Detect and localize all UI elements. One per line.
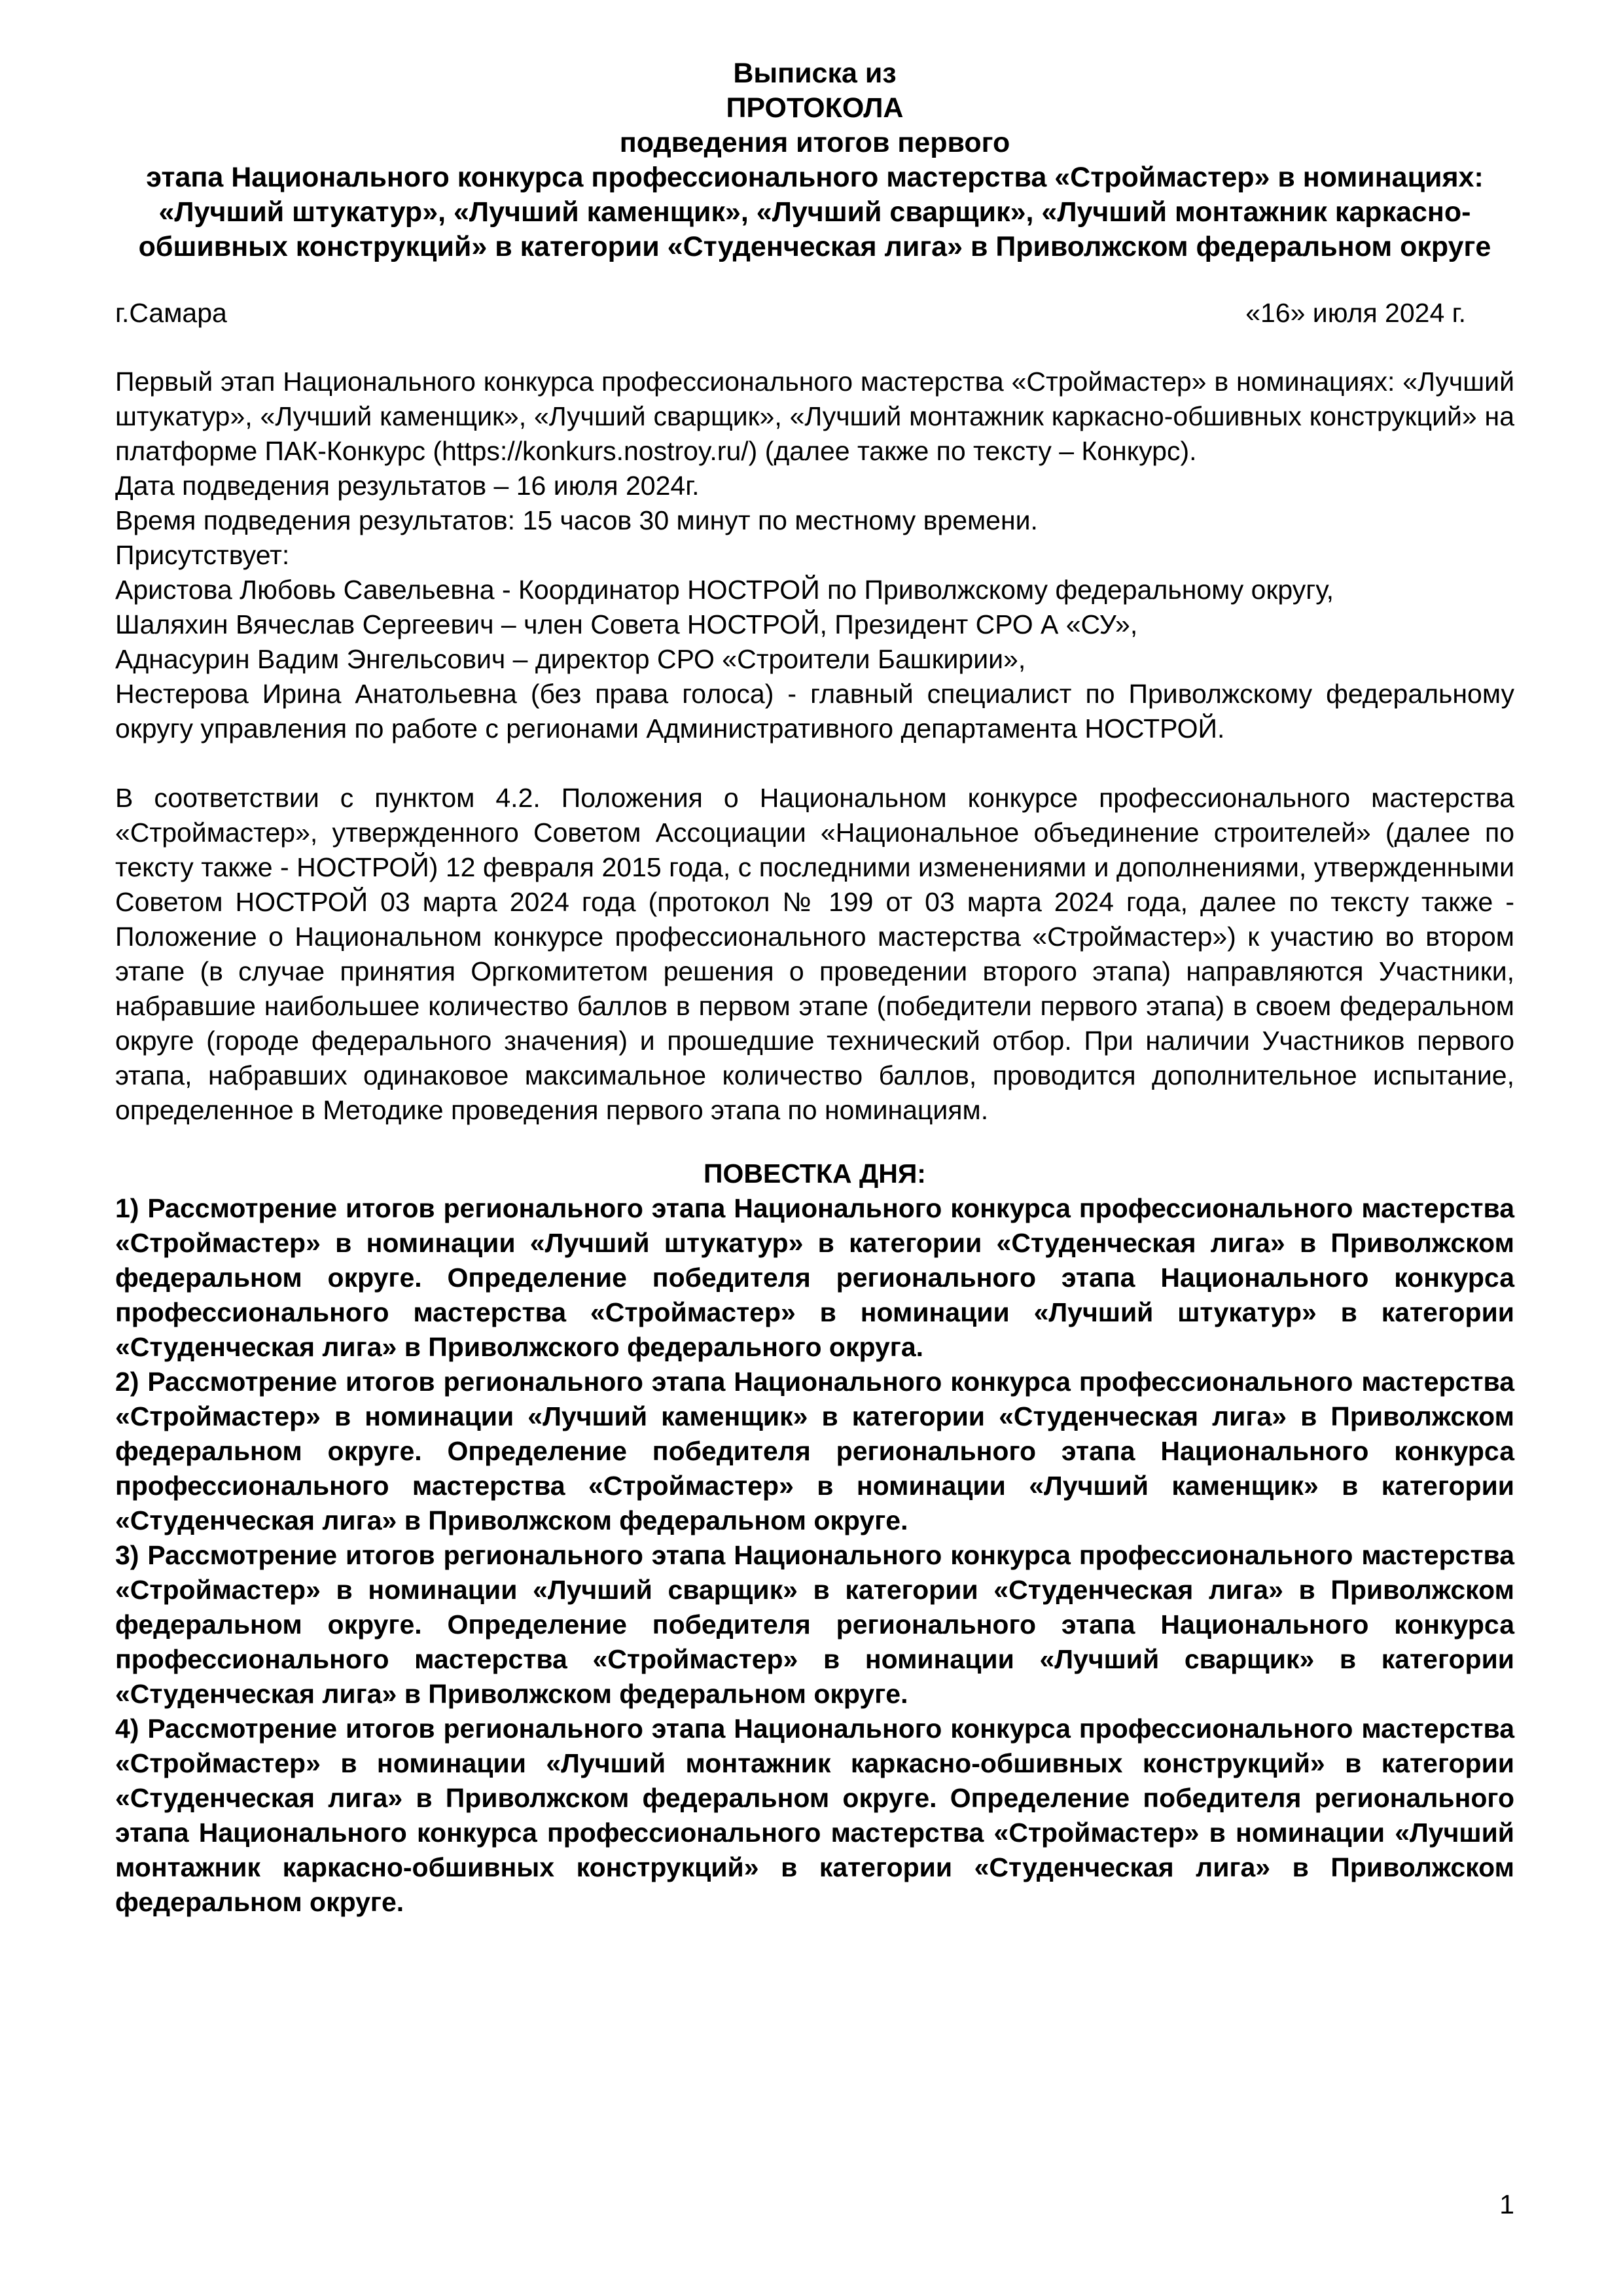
intro-section	[115, 365, 1514, 746]
document-date: «16» июля 2024 г.	[1245, 298, 1466, 328]
regulation-paragraph: В соответствии с пунктом 4.2. Положения о Национальном конкурсе профессионального мастерства «Строймастер», утвержденного Советом Ассоциации «Национальное объединение строителей» (далее по тексту также - НОСТРОЙ) 12 февраля 2015 года, с последними изменениями и дополнениями, утвержденными Советом НОСТРОЙ 03 марта 2024 года (протокол № 199 от 03 марта 2024 года, далее по тексту также - Положение о Национальном конкурсе профессионального мастерства «Строймастер») к участию во втором этапе (в случае принятия Оргкомитетом решения о проведении второго этапа) направляются Участники, набравшие наибольшее количество баллов в первом этапе (победители первого этапа) в своем федеральном округе (городе федерального значения) и прошедшие технический отбор. При наличии Участников первого этапа, набравших одинаковое максимальное количество баллов, проводится дополнительное испытание, определенное в Методике проведения первого этапа по номинациям.	[115, 783, 1514, 1125]
header-line-protocol: ПРОТОКОЛА	[726, 92, 904, 124]
attendee-item: Шаляхин Вячеслав Сергеевич – член Совета НОСТРОЙ, Президент СРО А «СУ»,	[115, 609, 1138, 639]
page-number: 1	[1499, 2189, 1514, 2219]
agenda-item: 1) Рассмотрение итогов регионального этапа Национального конкурса профессионального мастерства «Строймастер» в номинации «Лучший штукатур» в категории «Студенческая лига» в Приволжском федеральном округе. Определение победителя регионального этапа Национального конкурса профессионального мастерства «Строймастер» в номинации «Лучший штукатур» в категории «Студенческая лига» в Приволжского федерального округа.	[115, 1193, 1514, 1362]
regulation-section	[115, 781, 1514, 1128]
agenda-item: 4) Рассмотрение итогов регионального этапа Национального конкурса профессионального мастерства «Строймастер» в номинации «Лучший монтажник каркасно-обшивных конструкций» в категории «Студенческая лига» в Приволжском федеральном округе. Определение победителя регионального этапа Национального конкурса профессионального мастерства «Строймастер» в номинации «Лучший монтажник каркасно-обшивных конструкций» в категории «Студенческая лига» в Приволжском федеральном округе.	[115, 1713, 1514, 1917]
agenda-list	[115, 1191, 1514, 1920]
header-line-results: подведения итогов первого	[619, 127, 1010, 158]
intro-paragraph: Первый этап Национального конкурса профессионального мастерства «Строймастер» в номинациях: «Лучший штукатур», «Лучший каменщик», «Лучший сварщик», «Лучший монтажник каркасно-обшивных конструкций» на платформе ПАК-Конкурс (https://konkurs.nostroy.ru/) (далее также по тексту – Конкурс).	[115, 367, 1514, 466]
attendee-item: Аднасурин Вадим Энгельсович – директор СРО «Строители Башкирии»,	[115, 644, 1026, 674]
attendee-item: Аристова Любовь Савельевна - Координатор НОСТРОЙ по Приволжскому федеральному округу,	[115, 575, 1334, 605]
header-line-contest: этапа Национального конкурса профессионального мастерства «Строймастер» в номинациях: «Лучший штукатур», «Лучший каменщик», «Лучший сварщик», «Лучший монтажник каркасно-обшивных конструкций» в категории «Студенческая лига» в Приволжском федеральном округе	[138, 162, 1491, 262]
results-date: Дата подведения результатов – 16 июля 2024г.	[115, 471, 700, 501]
document-place: г.Самара	[115, 298, 227, 328]
agenda-title: ПОВЕСТКА ДНЯ:	[704, 1158, 926, 1189]
results-time: Время подведения результатов: 15 часов 30 минут по местному времени.	[115, 505, 1038, 535]
header-line-extract: Выписка из	[733, 58, 897, 89]
attendees-label: Присутствует:	[115, 540, 290, 570]
document-header	[115, 56, 1514, 264]
agenda-item: 2) Рассмотрение итогов регионального этапа Национального конкурса профессионального мастерства «Строймастер» в номинации «Лучший каменщик» в категории «Студенческая лига» в Приволжском федеральном округе. Определение победителя регионального этапа Национального конкурса профессионального мастерства «Строймастер» в номинации «Лучший каменщик» в категории «Студенческая лига» в Приволжском федеральном округе.	[115, 1367, 1514, 1535]
attendee-item: Нестерова Ирина Анатольевна (без права голоса) - главный специалист по Приволжскому федеральному округу управления по работе с регионами Административного департамента НОСТРОЙ.	[115, 679, 1514, 744]
agenda-item: 3) Рассмотрение итогов регионального этапа Национального конкурса профессионального мастерства «Строймастер» в номинации «Лучший сварщик» в категории «Студенческая лига» в Приволжском федеральном округе. Определение победителя регионального этапа Национального конкурса профессионального мастерства «Строймастер» в номинации «Лучший сварщик» в категории «Студенческая лига» в Приволжском федеральном округе.	[115, 1540, 1514, 1709]
place-date-row	[115, 296, 1514, 330]
